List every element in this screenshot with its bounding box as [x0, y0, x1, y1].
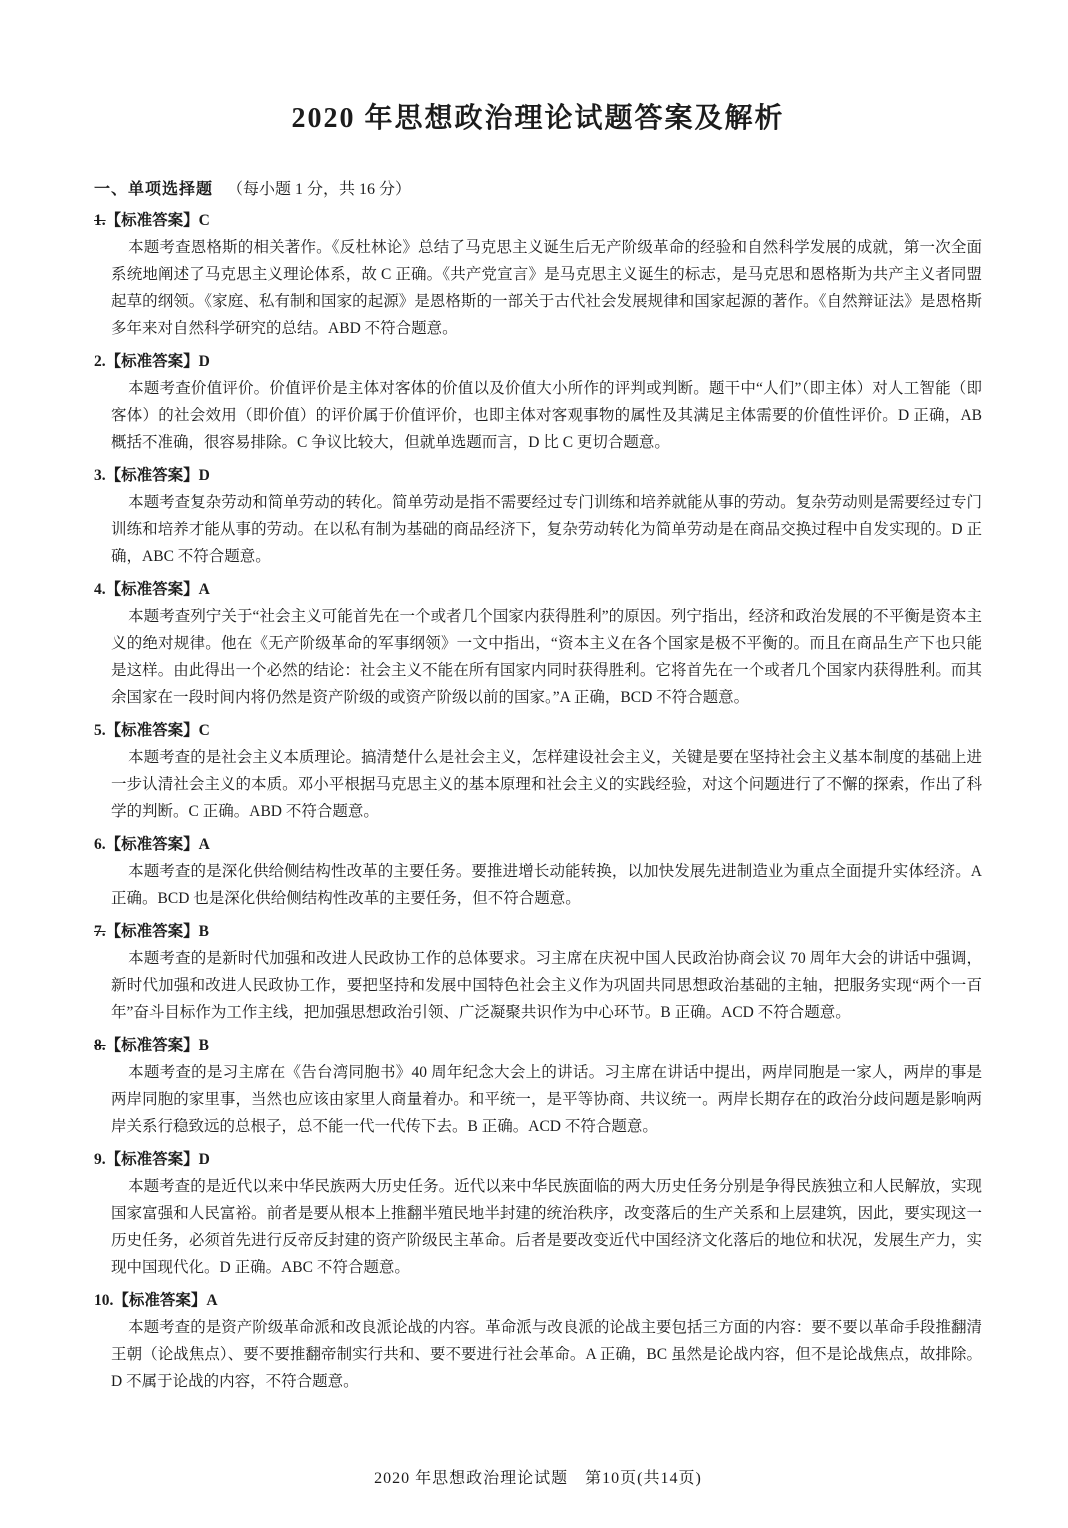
- answer-line: [94, 717, 982, 744]
- answer-explanation: 本题考查复杂劳动和简单劳动的转化。简单劳动是指不需要经过专门训练和培养就能从事的劳动。复杂劳动则是需要经过专门训练和培养才能从事的劳动。在以私有制为基础的商品经济下，复杂劳动转化为简单劳动是在商品交换过程中自发实现的。D 正确，ABC 不符合题意。: [111, 494, 982, 565]
- question-number: 7.: [94, 923, 106, 940]
- page-footer: 2020 年思想政治理论试题 第10页(共14页): [374, 1470, 702, 1487]
- answer-label: 【标准答案】: [105, 1037, 199, 1054]
- section-score-note: （每小题 1 分，共 16 分）: [227, 181, 412, 198]
- answer-item-10: [94, 1287, 982, 1399]
- answer-label: 【标准答案】: [105, 581, 199, 598]
- answer-explanation: 本题考查的是近代以来中华民族两大历史任务。近代以来中华民族面临的两大历史任务分别是争得民族独立和人民解放，实现国家富强和人民富裕。前者是要从根本上推翻半殖民地半封建的统治秩序，改变落后的生产关系和上层建筑，因此，要实现这一历史任务，必须首先进行反帝反封建的资产阶级民主革命。后者是要改变近代中国经济文化落后的地位和状况，发展生产力，实现中国现代化。D 正确。ABC 不符合题意。: [111, 1178, 982, 1276]
- question-number: 9.: [94, 1151, 106, 1168]
- answer-letter: B: [198, 923, 209, 940]
- answer-label: 【标准答案】: [105, 212, 199, 229]
- answer-item-7: [94, 918, 982, 1030]
- answer-explanation: 本题考查列宁关于“社会主义可能首先在一个或者几个国家内获得胜利”的原因。列宁指出，经济和政治发展的不平衡是资本主义的绝对规律。他在《无产阶级革命的军事纲领》一文中指出，“资本主义在各个国家是极不平衡的。而且在商品生产下也只能是这样。由此得出一个必然的结论：社会主义不能在所有国家内同时获得胜利。它将首先在一个或者几个国家内获得胜利。而其余国家在一段时间内将仍然是资产阶级的或资产阶级以前的国家。”A 正确，BCD 不符合题意。: [111, 608, 982, 706]
- answer-label: 【标准答案】: [105, 836, 199, 853]
- answer-item-8: [94, 1032, 982, 1144]
- page-title: 2020 年思想政治理论试题答案及解析: [291, 103, 785, 134]
- answer-item-4: [94, 576, 982, 715]
- answer-label: 【标准答案】: [105, 722, 199, 739]
- answer-letter: D: [198, 353, 210, 370]
- answer-line: [94, 918, 982, 945]
- answer-label: 【标准答案】: [105, 923, 199, 940]
- answer-letter: C: [198, 722, 210, 739]
- answer-line: [94, 1287, 982, 1314]
- answer-letter: B: [198, 1037, 209, 1054]
- answer-line: [94, 1146, 982, 1173]
- answer-label: 【标准答案】: [105, 353, 199, 370]
- answer-item-1: [94, 207, 982, 346]
- answer-explanation: 本题考查的是资产阶级革命派和改良派论战的内容。革命派与改良派的论战主要包括三方面的内容：要不要以革命手段推翻清王朝（论战焦点）、要不要推翻帝制实行共和、要不要进行社会革命。A 正确，BC 虽然是论战内容，但不是论战焦点，故排除。D 不属于论战的内容，不符合题意。: [111, 1319, 982, 1390]
- answer-explanation: 本题考查价值评价。价值评价是主体对客体的价值以及价值大小所作的评判或判断。题干中“人们”（即主体）对人工智能（即客体）的社会效用（即价值）的评价属于价值评价，也即主体对客观事物的属性及其满足主体需要的价值性评价。D 正确，AB 概括不准确，很容易排除。C 争议比较大，但就单选题而言，D 比 C 更切合题意。: [111, 380, 982, 451]
- answer-letter: A: [206, 1292, 218, 1309]
- section-header-label: 一、单项选择题: [94, 181, 214, 198]
- question-number: 10.: [94, 1292, 114, 1309]
- answer-explanation: 本题考查的是习主席在《告台湾同胞书》40 周年纪念大会上的讲话。习主席在讲话中提出，两岸同胞是一家人，两岸的事是两岸同胞的家里事，当然也应该由家里人商量着办。和平统一，是平等协商、共议统一。两岸长期存在的政治分歧问题是影响两岸关系行稳致远的总根子，总不能一代一代传下去。B 正确。ACD 不符合题意。: [111, 1064, 982, 1135]
- question-number: 5.: [94, 722, 106, 739]
- question-number: 2.: [94, 353, 106, 370]
- answer-item-9: [94, 1146, 982, 1285]
- answer-item-2: [94, 348, 982, 460]
- answer-explanation: 本题考查的是新时代加强和改进人民政协工作的总体要求。习主席在庆祝中国人民政治协商会议 70 周年大会的讲话中强调，新时代加强和改进人民政协工作，要把坚持和发展中国特色社会主义作为巩固共同思想政治基础的主轴，把服务实现“两个一百年”奋斗目标作为工作主线，把加强思想政治引领、广泛凝聚共识作为中心环节。B 正确。ACD 不符合题意。: [111, 950, 982, 1021]
- question-number: 6.: [94, 836, 106, 853]
- answer-letter: A: [198, 581, 210, 598]
- answer-letter: A: [198, 836, 210, 853]
- answer-line: [94, 207, 982, 234]
- question-number: 4.: [94, 581, 106, 598]
- answer-line: [94, 576, 982, 603]
- answer-explanation: 本题考查恩格斯的相关著作。《反杜林论》总结了马克思主义诞生后无产阶级革命的经验和自然科学发展的成就，第一次全面系统地阐述了马克思主义理论体系，故 C 正确。《共产党宣言》是马克思主义诞生的标志，是马克思和恩格斯为共产主义者同盟起草的纲领。《家庭、私有制和国家的起源》是恩格斯的一部关于古代社会发展规律和国家起源的著作。《自然辩证法》是恩格斯多年来对自然科学研究的总结。ABD 不符合题意。: [111, 239, 982, 337]
- answer-letter: C: [198, 212, 210, 229]
- question-number: 3.: [94, 467, 106, 484]
- answer-label: 【标准答案】: [113, 1292, 207, 1309]
- answer-label: 【标准答案】: [105, 1151, 199, 1168]
- answer-explanation: 本题考查的是深化供给侧结构性改革的主要任务。要推进增长动能转换，以加快发展先进制造业为重点全面提升实体经济。A 正确。BCD 也是深化供给侧结构性改革的主要任务，但不符合题意。: [111, 863, 982, 907]
- answer-item-6: [94, 831, 982, 916]
- answer-letter: D: [198, 467, 210, 484]
- section-heading: [94, 176, 982, 199]
- answer-line: [94, 348, 982, 375]
- answer-label: 【标准答案】: [105, 467, 199, 484]
- answer-letter: D: [198, 1151, 210, 1168]
- answer-line: [94, 1032, 982, 1059]
- answer-line: [94, 831, 982, 858]
- question-number: 8.: [94, 1037, 106, 1054]
- answer-line: [94, 462, 982, 489]
- answer-item-3: [94, 462, 982, 574]
- answer-item-5: [94, 717, 982, 829]
- question-number: 1.: [94, 212, 106, 229]
- answer-explanation: 本题考查的是社会主义本质理论。搞清楚什么是社会主义，怎样建设社会主义，关键是要在坚持社会主义基本制度的基础上进一步认清社会主义的本质。邓小平根据马克思主义的基本原理和社会主义的实践经验，对这个问题进行了不懈的探索，作出了科学的判断。C 正确。ABD 不符合题意。: [111, 749, 982, 820]
